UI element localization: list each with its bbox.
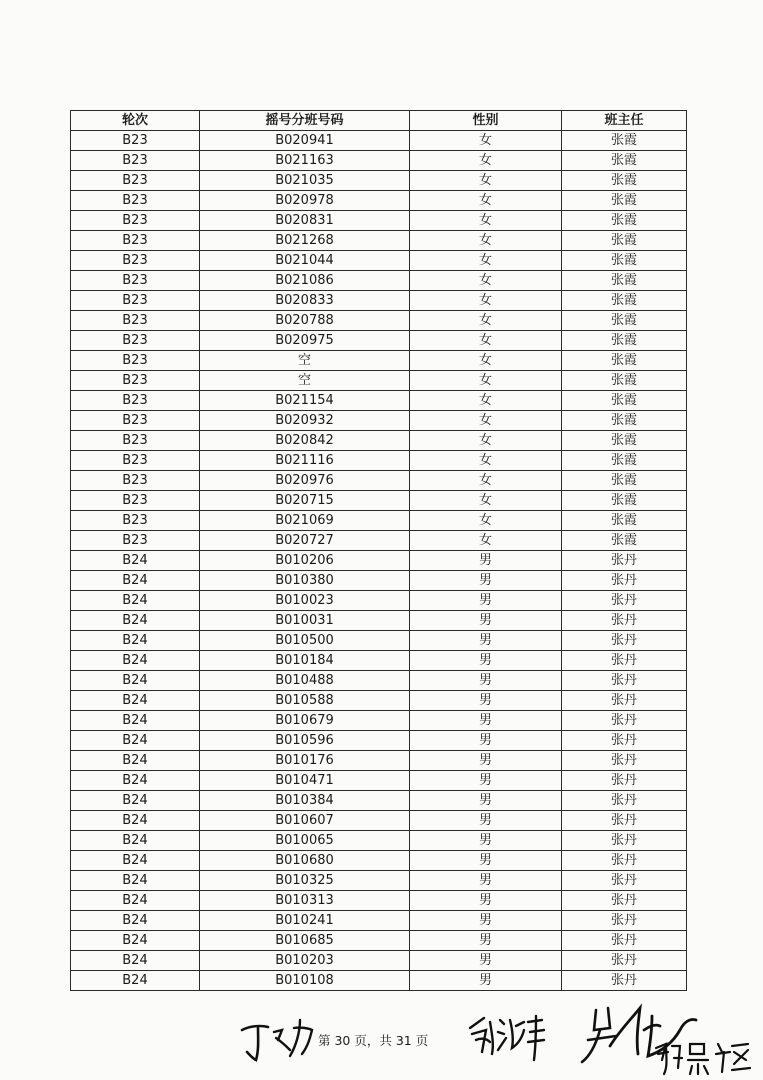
- cell-head-teacher: 张霞: [562, 531, 687, 551]
- cell-head-teacher: 张丹: [562, 971, 687, 991]
- cell-gender: 男: [410, 571, 562, 591]
- cell-lottery-number: B010023: [200, 591, 410, 611]
- cell-gender: 男: [410, 651, 562, 671]
- cell-head-teacher: 张丹: [562, 811, 687, 831]
- cell-gender: 女: [410, 371, 562, 391]
- cell-round: B23: [71, 211, 200, 231]
- cell-round: B24: [71, 751, 200, 771]
- cell-head-teacher: 张霞: [562, 351, 687, 371]
- cell-round: B24: [71, 971, 200, 991]
- cell-head-teacher: 张霞: [562, 151, 687, 171]
- cell-gender: 女: [410, 471, 562, 491]
- table-row: [71, 611, 687, 631]
- header-head-teacher: 班主任: [562, 111, 687, 131]
- table-row: [71, 631, 687, 651]
- cell-head-teacher: 张丹: [562, 751, 687, 771]
- cell-lottery-number: B010384: [200, 791, 410, 811]
- table-row: [71, 431, 687, 451]
- cell-head-teacher: 张霞: [562, 171, 687, 191]
- cell-head-teacher: 张丹: [562, 871, 687, 891]
- cell-round: B23: [71, 351, 200, 371]
- cell-gender: 女: [410, 331, 562, 351]
- cell-head-teacher: 张霞: [562, 231, 687, 251]
- handwritten-signature-4: [652, 1038, 756, 1078]
- table-row: [71, 971, 687, 991]
- cell-gender: 男: [410, 911, 562, 931]
- cell-gender: 男: [410, 591, 562, 611]
- cell-round: B23: [71, 311, 200, 331]
- cell-gender: 女: [410, 491, 562, 511]
- table-row: [71, 171, 687, 191]
- cell-round: B23: [71, 251, 200, 271]
- cell-lottery-number: B020941: [200, 131, 410, 151]
- cell-round: B23: [71, 271, 200, 291]
- cell-lottery-number: B021154: [200, 391, 410, 411]
- cell-lottery-number: B010206: [200, 551, 410, 571]
- cell-head-teacher: 张丹: [562, 571, 687, 591]
- cell-round: B23: [71, 511, 200, 531]
- cell-gender: 女: [410, 151, 562, 171]
- cell-lottery-number: B010596: [200, 731, 410, 751]
- cell-round: B24: [71, 931, 200, 951]
- cell-round: B24: [71, 651, 200, 671]
- table-row: [71, 751, 687, 771]
- cell-lottery-number: 空: [200, 351, 410, 371]
- table-row: [71, 851, 687, 871]
- handwritten-signature-2: [464, 1008, 550, 1064]
- table-row: [71, 771, 687, 791]
- table-row: [71, 871, 687, 891]
- table-row: [71, 691, 687, 711]
- cell-head-teacher: 张霞: [562, 391, 687, 411]
- cell-lottery-number: B020727: [200, 531, 410, 551]
- table-row: [71, 831, 687, 851]
- cell-round: B23: [71, 431, 200, 451]
- cell-gender: 女: [410, 271, 562, 291]
- cell-head-teacher: 张霞: [562, 211, 687, 231]
- cell-round: B24: [71, 671, 200, 691]
- cell-head-teacher: 张丹: [562, 691, 687, 711]
- cell-round: B24: [71, 831, 200, 851]
- table-row: [71, 191, 687, 211]
- table-row: [71, 711, 687, 731]
- cell-head-teacher: 张霞: [562, 331, 687, 351]
- cell-lottery-number: B020833: [200, 291, 410, 311]
- table-row: [71, 311, 687, 331]
- table-row: [71, 651, 687, 671]
- cell-head-teacher: 张霞: [562, 471, 687, 491]
- cell-gender: 女: [410, 391, 562, 411]
- cell-lottery-number: B010471: [200, 771, 410, 791]
- page-number-footer: 第 30 页，共 31 页: [318, 1033, 429, 1048]
- cell-gender: 女: [410, 291, 562, 311]
- cell-round: B24: [71, 571, 200, 591]
- cell-gender: 男: [410, 951, 562, 971]
- cell-round: B24: [71, 611, 200, 631]
- cell-gender: 女: [410, 431, 562, 451]
- cell-lottery-number: 空: [200, 371, 410, 391]
- table-row: [71, 231, 687, 251]
- cell-head-teacher: 张霞: [562, 371, 687, 391]
- cell-head-teacher: 张丹: [562, 851, 687, 871]
- cell-lottery-number: B010488: [200, 671, 410, 691]
- cell-lottery-number: B020715: [200, 491, 410, 511]
- cell-round: B23: [71, 471, 200, 491]
- cell-head-teacher: 张霞: [562, 291, 687, 311]
- table-row: [71, 411, 687, 431]
- table-row: [71, 911, 687, 931]
- cell-head-teacher: 张丹: [562, 551, 687, 571]
- cell-gender: 男: [410, 931, 562, 951]
- cell-gender: 男: [410, 971, 562, 991]
- cell-round: B24: [71, 871, 200, 891]
- cell-lottery-number: B010607: [200, 811, 410, 831]
- cell-gender: 男: [410, 611, 562, 631]
- cell-round: B23: [71, 171, 200, 191]
- cell-head-teacher: 张丹: [562, 771, 687, 791]
- cell-lottery-number: B010313: [200, 891, 410, 911]
- header-gender: 性别: [410, 111, 562, 131]
- cell-lottery-number: B010588: [200, 691, 410, 711]
- cell-head-teacher: 张丹: [562, 711, 687, 731]
- cell-head-teacher: 张霞: [562, 251, 687, 271]
- table-body: [71, 131, 687, 991]
- cell-lottery-number: B021163: [200, 151, 410, 171]
- cell-lottery-number: B010176: [200, 751, 410, 771]
- cell-lottery-number: B020831: [200, 211, 410, 231]
- table-row: [71, 131, 687, 151]
- cell-lottery-number: B020842: [200, 431, 410, 451]
- cell-lottery-number: B020978: [200, 191, 410, 211]
- cell-round: B24: [71, 711, 200, 731]
- cell-gender: 女: [410, 191, 562, 211]
- cell-gender: 男: [410, 551, 562, 571]
- table-row: [71, 211, 687, 231]
- table-row: [71, 811, 687, 831]
- cell-lottery-number: B010380: [200, 571, 410, 591]
- table-row: [71, 371, 687, 391]
- cell-gender: 女: [410, 411, 562, 431]
- cell-lottery-number: B021086: [200, 271, 410, 291]
- table-row: [71, 291, 687, 311]
- table-row: [71, 531, 687, 551]
- cell-round: B23: [71, 131, 200, 151]
- table-row: [71, 471, 687, 491]
- cell-gender: 女: [410, 171, 562, 191]
- cell-head-teacher: 张丹: [562, 891, 687, 911]
- cell-gender: 男: [410, 691, 562, 711]
- cell-round: B24: [71, 771, 200, 791]
- cell-head-teacher: 张丹: [562, 831, 687, 851]
- cell-head-teacher: 张霞: [562, 131, 687, 151]
- cell-round: B23: [71, 391, 200, 411]
- cell-gender: 男: [410, 791, 562, 811]
- table-row: [71, 731, 687, 751]
- table-row: [71, 251, 687, 271]
- cell-gender: 男: [410, 831, 562, 851]
- cell-lottery-number: B010325: [200, 871, 410, 891]
- cell-lottery-number: B021035: [200, 171, 410, 191]
- cell-round: B24: [71, 691, 200, 711]
- cell-lottery-number: B020788: [200, 311, 410, 331]
- cell-gender: 男: [410, 871, 562, 891]
- cell-round: B24: [71, 911, 200, 931]
- cell-head-teacher: 张丹: [562, 591, 687, 611]
- cell-lottery-number: B010108: [200, 971, 410, 991]
- handwritten-signature-1: [238, 1016, 318, 1062]
- cell-lottery-number: B021116: [200, 451, 410, 471]
- cell-round: B24: [71, 551, 200, 571]
- cell-lottery-number: B010680: [200, 851, 410, 871]
- cell-gender: 女: [410, 131, 562, 151]
- table-row: [71, 671, 687, 691]
- table-row: [71, 891, 687, 911]
- cell-round: B23: [71, 491, 200, 511]
- table-row: [71, 331, 687, 351]
- cell-gender: 女: [410, 231, 562, 251]
- table-row: [71, 491, 687, 511]
- cell-lottery-number: B010031: [200, 611, 410, 631]
- cell-round: B23: [71, 331, 200, 351]
- table-row: [71, 591, 687, 611]
- cell-round: B24: [71, 891, 200, 911]
- cell-round: B24: [71, 851, 200, 871]
- cell-lottery-number: B020975: [200, 331, 410, 351]
- cell-head-teacher: 张丹: [562, 931, 687, 951]
- cell-head-teacher: 张霞: [562, 191, 687, 211]
- cell-gender: 男: [410, 891, 562, 911]
- table-header-row: [71, 111, 687, 131]
- cell-round: B23: [71, 151, 200, 171]
- cell-head-teacher: 张霞: [562, 491, 687, 511]
- table-row: [71, 571, 687, 591]
- cell-gender: 男: [410, 851, 562, 871]
- cell-round: B24: [71, 731, 200, 751]
- cell-head-teacher: 张丹: [562, 631, 687, 651]
- cell-lottery-number: B010184: [200, 651, 410, 671]
- table-row: [71, 151, 687, 171]
- cell-lottery-number: B021069: [200, 511, 410, 531]
- cell-gender: 男: [410, 671, 562, 691]
- table-row: [71, 511, 687, 531]
- cell-head-teacher: 张霞: [562, 511, 687, 531]
- cell-head-teacher: 张丹: [562, 671, 687, 691]
- cell-gender: 男: [410, 711, 562, 731]
- cell-lottery-number: B010685: [200, 931, 410, 951]
- table-row: [71, 791, 687, 811]
- table-row: [71, 451, 687, 471]
- cell-lottery-number: B010679: [200, 711, 410, 731]
- cell-head-teacher: 张霞: [562, 431, 687, 451]
- cell-gender: 男: [410, 771, 562, 791]
- cell-gender: 女: [410, 211, 562, 231]
- table-row: [71, 951, 687, 971]
- cell-gender: 女: [410, 351, 562, 371]
- cell-head-teacher: 张丹: [562, 951, 687, 971]
- cell-lottery-number: B010065: [200, 831, 410, 851]
- cell-gender: 女: [410, 311, 562, 331]
- cell-lottery-number: B021044: [200, 251, 410, 271]
- cell-gender: 女: [410, 531, 562, 551]
- cell-round: B24: [71, 631, 200, 651]
- header-round: 轮次: [71, 111, 200, 131]
- header-lottery-number: 摇号分班号码: [200, 111, 410, 131]
- cell-gender: 男: [410, 631, 562, 651]
- cell-head-teacher: 张丹: [562, 651, 687, 671]
- cell-round: B23: [71, 231, 200, 251]
- cell-lottery-number: B020976: [200, 471, 410, 491]
- cell-round: B24: [71, 791, 200, 811]
- cell-gender: 男: [410, 751, 562, 771]
- cell-round: B24: [71, 591, 200, 611]
- cell-round: B23: [71, 411, 200, 431]
- class-assignment-table: [70, 110, 687, 991]
- cell-lottery-number: B010500: [200, 631, 410, 651]
- table-row: [71, 391, 687, 411]
- cell-head-teacher: 张霞: [562, 411, 687, 431]
- cell-head-teacher: 张丹: [562, 731, 687, 751]
- table-row: [71, 351, 687, 371]
- cell-round: B24: [71, 811, 200, 831]
- cell-gender: 女: [410, 451, 562, 471]
- cell-head-teacher: 张丹: [562, 791, 687, 811]
- cell-round: B23: [71, 191, 200, 211]
- cell-gender: 女: [410, 511, 562, 531]
- cell-gender: 女: [410, 251, 562, 271]
- cell-head-teacher: 张霞: [562, 451, 687, 471]
- table-row: [71, 551, 687, 571]
- cell-lottery-number: B010241: [200, 911, 410, 931]
- cell-round: B23: [71, 371, 200, 391]
- cell-head-teacher: 张霞: [562, 311, 687, 331]
- cell-gender: 男: [410, 811, 562, 831]
- cell-lottery-number: B010203: [200, 951, 410, 971]
- cell-round: B23: [71, 451, 200, 471]
- table-row: [71, 271, 687, 291]
- cell-lottery-number: B020932: [200, 411, 410, 431]
- cell-head-teacher: 张丹: [562, 611, 687, 631]
- cell-head-teacher: 张霞: [562, 271, 687, 291]
- cell-lottery-number: B021268: [200, 231, 410, 251]
- cell-round: B23: [71, 291, 200, 311]
- cell-gender: 男: [410, 731, 562, 751]
- cell-round: B24: [71, 951, 200, 971]
- cell-head-teacher: 张丹: [562, 911, 687, 931]
- table-row: [71, 931, 687, 951]
- cell-round: B23: [71, 531, 200, 551]
